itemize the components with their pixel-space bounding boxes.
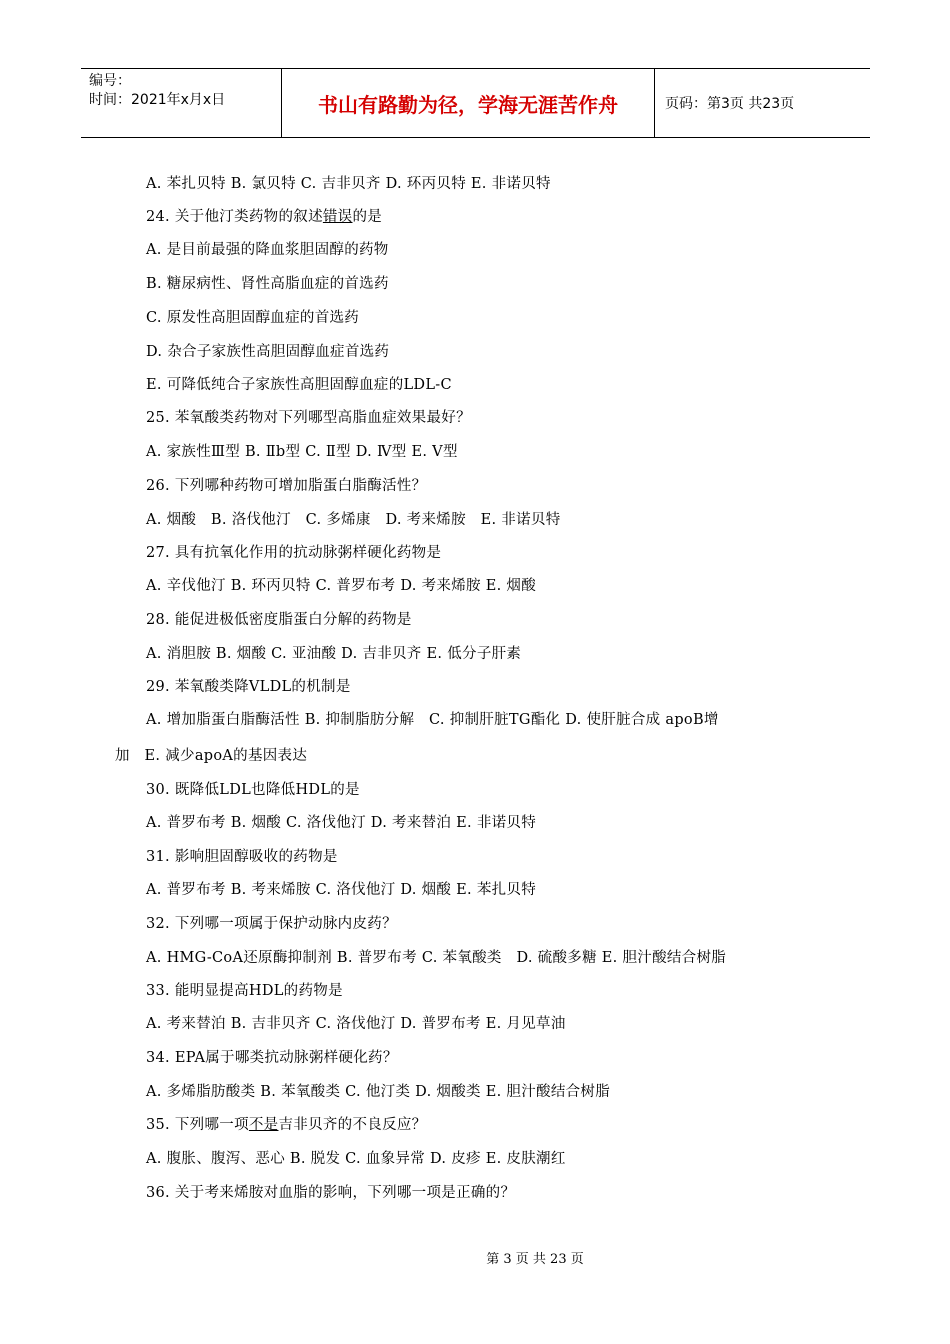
text-line: A. 考来替泊 B. 吉非贝齐 C. 洛伐他汀 D. 普罗布考 E. 月见草油 [146, 1016, 566, 1032]
header-page-label: 页码：第3页 共23页 [665, 96, 795, 112]
emphasis-underline: 不是 [248, 1117, 279, 1133]
text-line: 29. 苯氧酸类降VLDL的机制是 [146, 679, 351, 695]
text-line: A. 家族性Ⅲ型 B. Ⅱb型 C. Ⅱ型 D. Ⅳ型 E. Ⅴ型 [146, 444, 458, 460]
text-line: A. 增加脂蛋白脂酶活性 B. 抑制脂肪分解 C. 抑制肝脏TG酯化 D. 使肝脏合成 apoB增 [146, 712, 719, 728]
text-line: 26. 下列哪种药物可增加脂蛋白脂酶活性？ [146, 478, 427, 494]
text-line: E. 可降低纯合子家族性高胆固醇血症的LDL-C [146, 377, 452, 393]
header-meta [81, 69, 282, 137]
text-line: A. 腹胀、腹泻、恶心 B. 脱发 C. 血象异常 D. 皮疹 E. 皮肤潮红 [146, 1151, 566, 1167]
text-line: A. 苯扎贝特 B. 氯贝特 C. 吉非贝齐 D. 环丙贝特 E. 非诺贝特 [146, 176, 551, 192]
text-line: C. 原发性高胆固醇血症的首选药 [146, 310, 360, 326]
question-24 [146, 205, 382, 226]
text-line: A. HMG-CoA还原酶抑制剂 B. 普罗布考 C. 苯氧酸类 D. 硫酸多糖 E. 胆汁酸结合树脂 [146, 950, 727, 966]
emphasis-underline: 错误 [322, 209, 353, 225]
text-line: A. 烟酸 B. 洛伐他汀 C. 多烯康 D. 考来烯胺 E. 非诺贝特 [146, 512, 561, 528]
text-line: A. 消胆胺 B. 烟酸 C. 亚油酸 D. 吉非贝齐 E. 低分子肝素 [146, 646, 522, 662]
text-line: 30. 既降低LDL也降低HDL的是 [146, 782, 360, 798]
text-line: A. 多烯脂肪酸类 B. 苯氧酸类 C. 他汀类 D. 烟酸类 E. 胆汁酸结合树脂 [146, 1084, 611, 1100]
text-line: A. 辛伐他汀 B. 环丙贝特 C. 普罗布考 D. 考来烯胺 E. 烟酸 [146, 578, 537, 594]
text-line: A. 普罗布考 B. 考来烯胺 C. 洛伐他汀 D. 烟酸 E. 苯扎贝特 [146, 882, 537, 898]
page-header [81, 68, 870, 138]
time-label: 时间：2021年x月x日 [89, 92, 226, 108]
text-line: 35. 下列哪一项不是吉非贝齐的不良反应？ [146, 1117, 427, 1133]
text-line: B. 糖尿病性、肾性高脂血症的首选药 [146, 276, 389, 292]
text-line: 25. 苯氧酸类药物对下列哪型高脂血症效果最好？ [146, 410, 471, 426]
text-line: 36. 关于考来烯胺对血脂的影响，下列哪一项是正确的？ [146, 1185, 516, 1201]
number-label: 编号： [89, 73, 131, 89]
text-line: A. 是目前最强的降血浆胆固醇的药物 [146, 242, 389, 258]
text-line: 31. 影响胆固醇吸收的药物是 [146, 849, 338, 865]
text-line: 28. 能促进极低密度脂蛋白分解的药物是 [146, 612, 412, 628]
text-line: 33. 能明显提高HDL的药物是 [146, 983, 343, 999]
text-line: 27. 具有抗氧化作用的抗动脉粥样硬化药物是 [146, 545, 442, 561]
text-line: 24. 关于他汀类药物的叙述错误的是 [146, 209, 383, 225]
page-footer: 第 3 页 共 23 页 [486, 1252, 584, 1267]
text-line: A. 普罗布考 B. 烟酸 C. 洛伐他汀 D. 考来替泊 E. 非诺贝特 [146, 815, 537, 831]
header-motto: 书山有路勤为径，学海无涯苦作舟 [282, 69, 655, 137]
text-line: 34. EPA属于哪类抗动脉粥样硬化药？ [146, 1050, 398, 1066]
text-line: 32. 下列哪一项属于保护动脉内皮药？ [146, 916, 397, 932]
text-line: 加 E. 减少apoA的基因表达 [115, 748, 308, 764]
text-line: D. 杂合子家族性高胆固醇血症首选药 [146, 344, 390, 360]
